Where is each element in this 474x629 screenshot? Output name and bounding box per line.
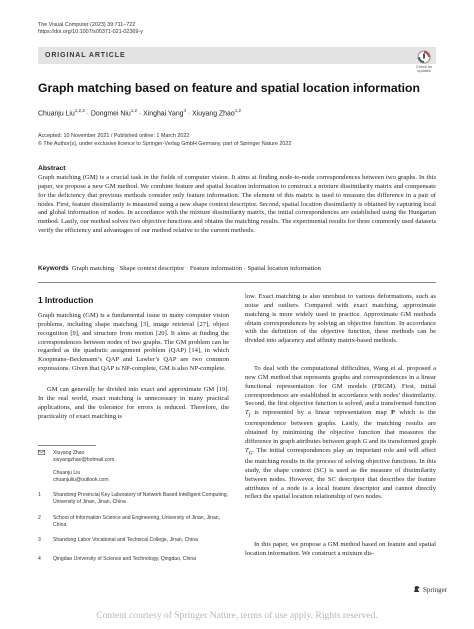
author-name[interactable]: Dongmei Niu	[90, 110, 131, 118]
abstract-text: Graph matching (GM) is a crucial task in the fields of computer vision. It aims at finding node-to-node correspondences between two graphs. In this paper, we propose a new GM method. We combine feature and spatial location information to construct a mixture dissimilarity matrix and compensate for the deficiency that previous methods consider only feature information. The element of this matrix is used to measure the difference in a pair of nodes. First, feature dissimilarity is measured using a new shape context descriptor. Second, spatial location dissimilarity is obtained by capturing local and global information of nodes. In accordance with the mixture dissimilarity matrix, the initial correspondences are established using the Hungarian method. Lastly, our method solves two objective functions and obtains the matching results. The experimental results for three commonly used datasets verify the efficiency and advantages of our method relative to the current methods.	[38, 174, 436, 235]
envelope-icon	[38, 450, 45, 458]
author-affil: 1,2	[234, 108, 241, 113]
intro-paragraph-2: GM can generally be divided into exact and approximate GM [19]. In the real world, exact matching is unnecessary in many practical applications, and the tolerance for errors is reduced. Therefore, the practicality of exact matching is	[38, 386, 229, 420]
affiliation	[38, 537, 229, 544]
article-type-band	[38, 47, 436, 64]
citation-link[interactable]: 3	[142, 320, 147, 328]
section-heading: 1 Introduction	[38, 295, 94, 305]
author-separator: ·	[84, 110, 91, 118]
affiliation-number: 1	[38, 492, 41, 498]
corresponding-author-1	[38, 450, 229, 464]
publisher-logo	[413, 585, 447, 595]
affiliation-number: 2	[38, 515, 41, 521]
author-affil: 1,2	[130, 108, 138, 113]
intro-paragraph-3: low. Exact matching is also unrobust to various deformations, such as noise and outliers. Compared with exact matching, approximate matching is more widely used in practice. Approximate GM methods obtain correspondences by solving an objective function. In accordance with the definition of the objective function, these methods can be divided into adjacency and affinity matrix-based methods.	[245, 293, 436, 345]
author-name[interactable]: Chuanju Liu	[38, 110, 75, 118]
corr-name: Chuanju Liu	[53, 470, 81, 476]
author-name[interactable]: Xiuyang Zhao	[192, 110, 235, 118]
author-affil: 4	[183, 108, 187, 113]
citation-link[interactable]: 9	[72, 329, 76, 337]
affiliation	[38, 515, 229, 529]
citation-link[interactable]: 19	[218, 386, 226, 393]
affiliation-text: School of Information Science and Engineering, University of Jinan, Jinan, China	[53, 515, 221, 528]
keywords-list: Graph matching · Shape context descriptor · Feature information · Spatial location information	[71, 265, 321, 272]
affiliation	[38, 556, 229, 563]
check-for-updates-badge[interactable]	[412, 50, 436, 74]
author-affil: 1,2,3	[74, 108, 85, 113]
journal-citation: The Visual Computer (2023) 39:711–722	[38, 22, 136, 28]
accepted-published: Accepted: 10 November 2021 / Published online: 1 March 2022	[38, 133, 190, 139]
doi-link[interactable]: https://doi.org/10.1007/s00371-021-02369-y	[38, 29, 143, 36]
affiliation-number: 3	[38, 537, 41, 543]
affiliation	[38, 492, 229, 506]
corr-email[interactable]: xiuyangzhao@hotmail.com	[53, 456, 115, 463]
keywords-heading: Keywords	[38, 265, 69, 272]
check-updates-line2: updates	[417, 69, 431, 74]
citation-link[interactable]: 27	[199, 320, 207, 328]
author-separator: ·	[137, 110, 144, 118]
affiliation-number: 4	[38, 556, 41, 562]
citation-link[interactable]: 14	[191, 347, 198, 355]
copyright-notice: © The Author(s), under exclusive licence to Springer-Verlag GmbH Germany, part of Springer Nature 2022	[38, 140, 292, 147]
check-updates-line1: Check for	[415, 65, 433, 69]
intro-paragraph-5: In this paper, we propose a GM method based on feature and spatial location information. We construct a mixture dis-	[245, 541, 436, 557]
citation-link[interactable]: 20	[158, 329, 165, 337]
section-divider	[38, 282, 436, 283]
corresponding-author-2	[38, 470, 229, 484]
author-separator: ·	[186, 110, 193, 118]
keywords	[38, 265, 436, 274]
article-type-label: ORIGINAL ARTICLE	[45, 52, 126, 59]
author-name[interactable]: Xinghai Yang	[143, 110, 184, 118]
affiliation-text: Shandong Provincial Key Laboratory of Network Based Intelligent Computing, University of Jinan, Jinan, China	[53, 492, 228, 505]
journal-header	[38, 22, 143, 37]
courtesy-notice: Content courtesy of Springer Nature, terms of use apply. Rights reserved.	[96, 610, 378, 621]
corr-name: Xiuyang Zhao	[53, 450, 85, 456]
paper-title: Graph matching based on feature and spatial location information	[38, 81, 420, 95]
intro-paragraph-1: Graph matching (GM) is a fundamental issue in many computer vision problems, including shape matching [3], image retrieval [27], object recognition [9], and structure from motion [20]. It aims at finding the correspondences between nodes of two graphs. The GM problem can be regarded as the quadratic assignment problem (QAP) [14], in which Koopmans–Beckmann’s QAP and Lawler’s QAP are two common expressions. Given that QAP is NP-complete, GM is also NP-complete.	[38, 312, 230, 373]
author-list	[38, 108, 241, 117]
publication-dates	[38, 133, 291, 149]
intro-paragraph-4: To deal with the computational difficulties, Wang et al. proposed a new GM method that represents graphs and correspondences in a linear functional representation for GM models (FRGM). First, initial correspondences are established in accordance with nodes’ dissimilarity. Second, the first objective function is solved, and a transformed function $T_f$ is represented by a linear representation map P which is the correspondence between graphs. Lastly, the matching results are obtained by minimizing the objective function that measures the difference in graph attributes between graph G and its transformed graph $T_G$. The initial correspondences play an important role and will affect the matching results in the process of solving objective functions. In this study, the shape context (SC) is used as the measure of dissimilarity between nodes. However, the SC descriptor that describes the feature attributes of a node is a local feature descriptor and cannot directly reflect the spatial location relationship of two nodes.	[245, 365, 436, 501]
footnote-divider	[38, 445, 96, 446]
abstract-heading: Abstract	[38, 165, 66, 172]
corr-email[interactable]: chuanjuliu@outlook.com	[53, 476, 109, 483]
affiliation-text: Shandong Labor Vocational and Technical College, Jinan, China	[53, 537, 198, 543]
affiliation-text: Qingdao University of Science and Technology, Qingdao, China	[53, 556, 197, 562]
springer-horse-icon	[413, 585, 421, 595]
publisher-name: Springer	[423, 586, 448, 594]
check-updates-icon	[417, 50, 431, 64]
